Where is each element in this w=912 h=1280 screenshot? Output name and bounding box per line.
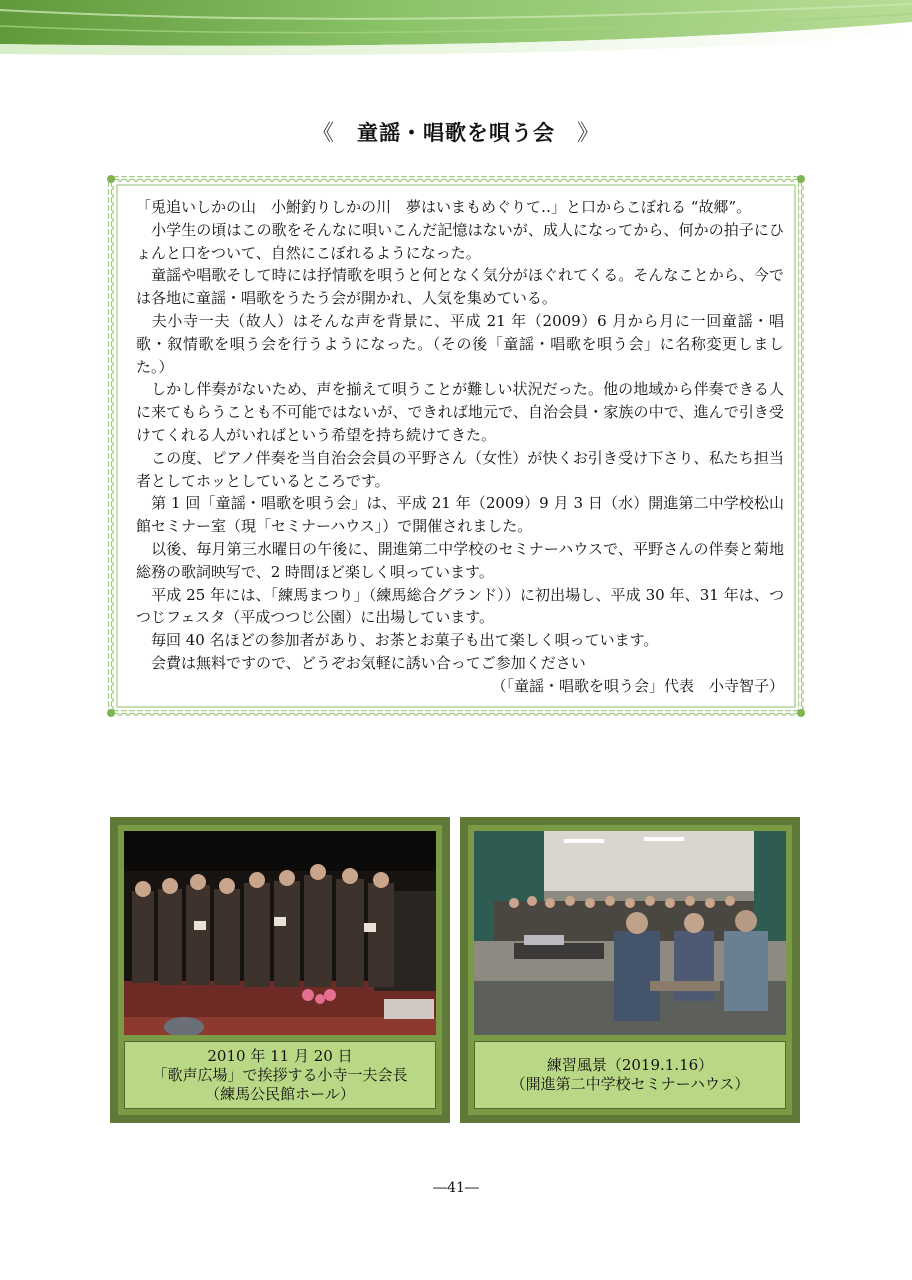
article-paragraph: しかし伴奏がないため、声を揃えて唄うことが難しい状況だった。他の地域から伴奏できる人に来てもらうことも不可能ではないが、できれば地元で、自治会員・家族の中で、進んで引き受けてくれる人がいればという希望を持ち続けてきた。 — [136, 380, 784, 444]
article-paragraph: 平成 25 年には、「練馬まつり」（練馬総合グランド））に初出場し、平成 30 年、31 年は、つつじフェスタ（平成つつじ公園）に出場しています。 — [136, 585, 784, 627]
photo-card-hall — [110, 817, 450, 1123]
article-paragraph: 毎回 40 名ほどの参加者があり、お茶とお菓子も出て楽しく唄っています。 — [136, 631, 659, 650]
article-paragraph: 童謡や唱歌そして時には抒情歌を唄うと何となく気分がほぐれてくる。そんなことから、今では各地に童謡・唱歌をうたう会が開かれ、人気を集めている。 — [136, 266, 784, 308]
page-title — [0, 116, 912, 147]
article-signature: （「童謡・唱歌を唄う会」代表 小寺智子） — [491, 676, 784, 695]
photo-caption-practice — [474, 1041, 786, 1109]
article-paragraph: 会費は無料ですので、どうぞお気軽に誘い合ってご参加ください — [136, 653, 586, 672]
article-body — [136, 196, 784, 698]
photo-card-practice — [460, 817, 800, 1123]
title-open-bracket: 《 — [311, 121, 335, 146]
caption-line: 「歌声広場」で挨拶する小寺一夫会長 — [152, 1065, 408, 1084]
header-band — [0, 0, 912, 56]
article-paragraph: 以後、毎月第三水曜日の午後に、開進第二中学校のセミナーハウスで、平野さんの伴奏と菊地総務の歌詞映写で、2 時間ほど楽しく唄っています。 — [136, 539, 784, 581]
article-paragraph: 小学生の頃はこの歌をそんなに唄いこんだ記憶はないが、成人になってから、何かの拍子にひょんと口をついて、自然にこぼれるようになった。 — [136, 220, 784, 262]
article-frame — [104, 172, 808, 720]
title-text: 童謡・唱歌を唄う会 — [357, 121, 555, 145]
article-paragraph: 夫小寺一夫（故人）はそんな声を背景に、平成 21 年（2009）6 月から月に一回童謡・唱歌・叙情歌を唄う会を行うようになった。（その後「童謡・唱歌を唄う会」に名称変更しました。） — [136, 311, 784, 376]
photo-caption-hall — [124, 1041, 436, 1109]
page-number: ―41― — [433, 1180, 479, 1196]
photo-practice-session — [474, 831, 786, 1035]
article-paragraph: 「兎追いしかの山 小鮒釣りしかの川 夢はいまもめぐりて‥」と口からこぼれる “故郷”。 — [136, 198, 752, 216]
article-paragraph: 第 1 回「童謡・唱歌を唄う会」は、平成 21 年（2009）9 月 3 日（水）開進第二中学校松山館セミナー室（現「セミナーハウス」）で開催されました。 — [136, 494, 784, 536]
caption-line: 練習風景（2019.1.16） — [546, 1056, 714, 1074]
photo-card-inner — [118, 825, 442, 1115]
caption-line: （練馬公民館ホール） — [205, 1084, 355, 1103]
caption-line: 2010 年 11 月 20 日 — [207, 1046, 353, 1065]
photo-stage-greeting — [124, 831, 436, 1035]
caption-line: （開進第二中学校セミナーハウス） — [510, 1075, 750, 1093]
photo-card-inner — [468, 825, 792, 1115]
title-close-bracket: 》 — [577, 121, 601, 146]
article-paragraph: この度、ピアノ伴奏を当自治会会員の平野さん（女性）が快くお引き受け下さり、私たち担当者としてホッとしているところです。 — [136, 448, 784, 490]
